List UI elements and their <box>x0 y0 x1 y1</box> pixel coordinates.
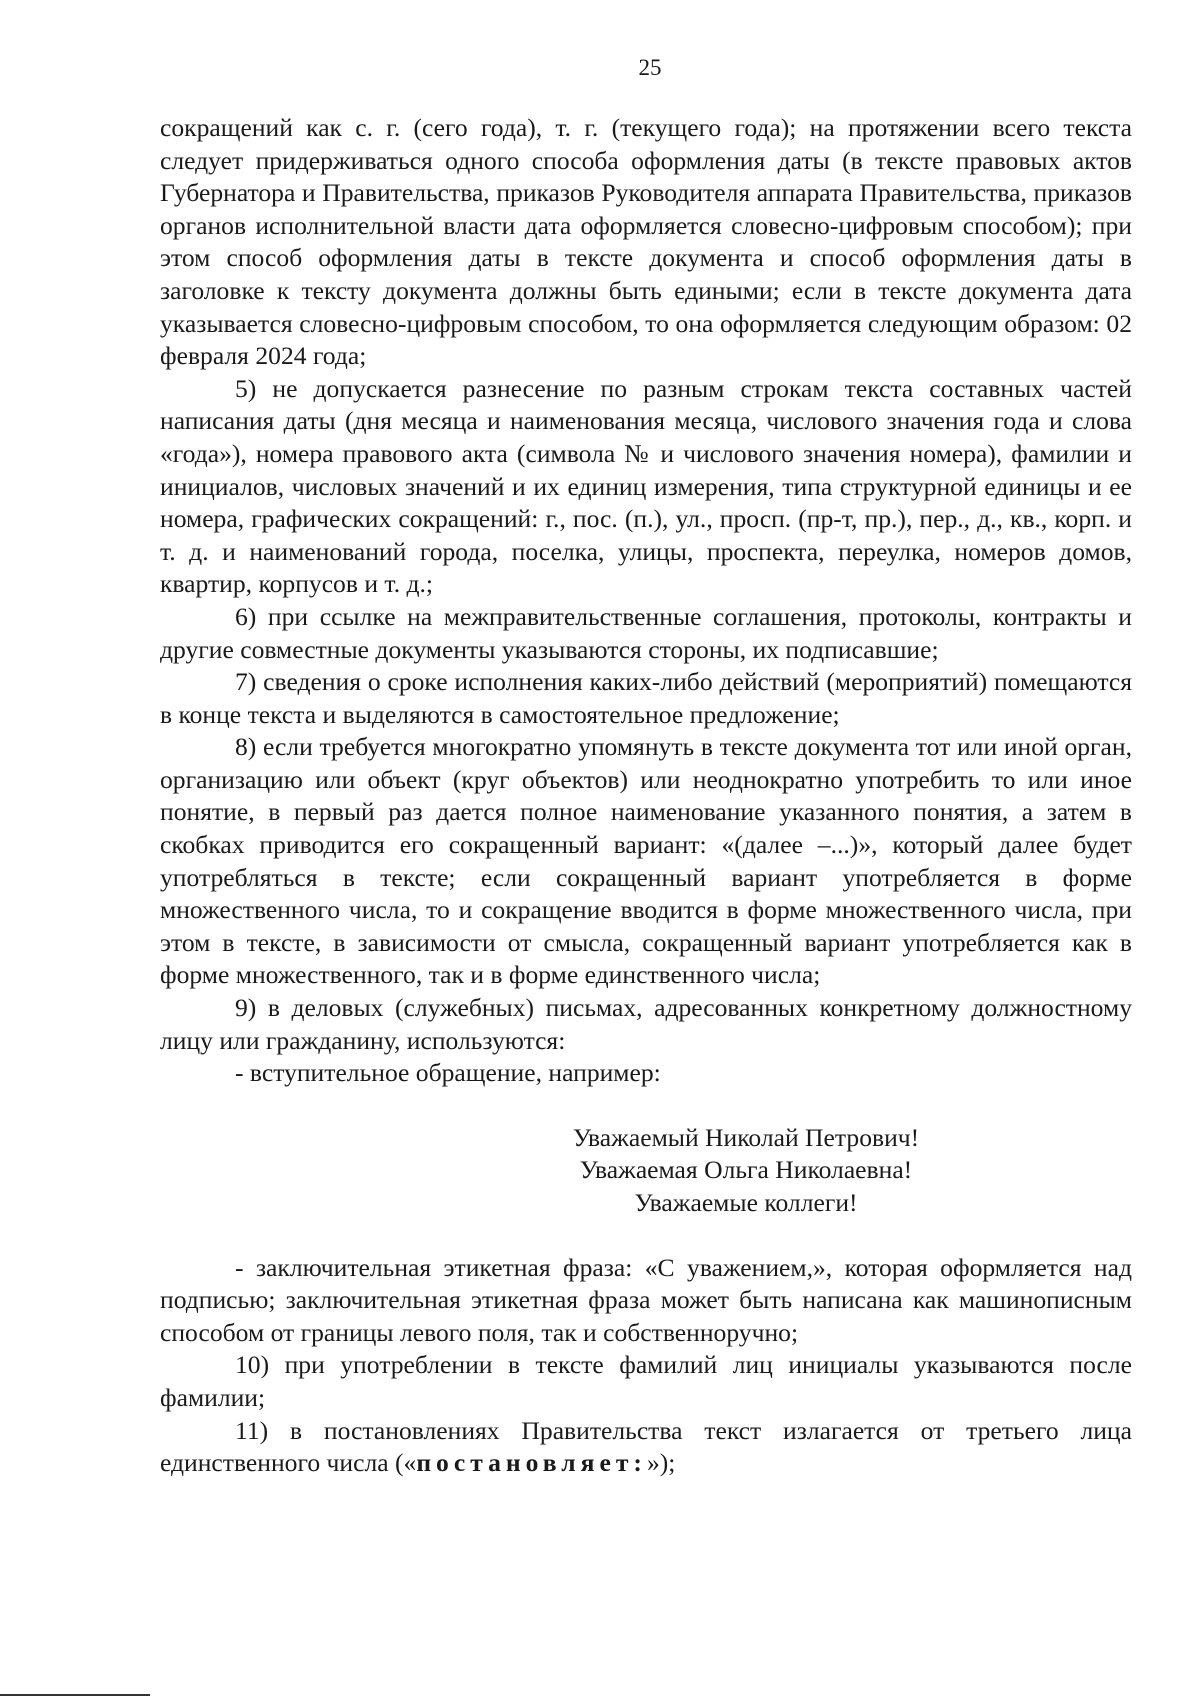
document-body <box>160 112 1132 1480</box>
greeting-examples <box>160 1122 1132 1220</box>
paragraph-item-11-start: 11) в постановлениях Правительства текст излагается от третьего лица единственного числа (« <box>160 1415 1132 1478</box>
paragraph-item-6: 6) при ссылке на межправительственные соглашения, протоколы, контракты и другие совместные документы указываются стороны, их подписавшие; <box>160 601 1132 664</box>
greeting-line-1: Уважаемый Николай Петрович! <box>572 1122 920 1152</box>
paragraph-item-11 <box>160 1415 1132 1480</box>
greeting-line-3: Уважаемые коллеги! <box>634 1188 858 1217</box>
resolution-keyword: постановляет: <box>416 1448 647 1478</box>
paragraph-greeting-intro: - вступительное обращение, например: <box>235 1058 661 1088</box>
page-number: 25 <box>638 55 662 80</box>
paragraph-item-9: 9) в деловых (служебных) письмах, адресованных конкретному должностному лицу или гражданину, используются: <box>160 993 1132 1055</box>
paragraph-item-5: 5) не допускается разнесение по разным строкам текста составных частей написания даты (дня месяца и наименования месяца, числового значения года и слова «года»), номера правового акта (символа № и числового значения номера), фамилии и инициалов, числовых значений и их единиц измерения, типа структурной единицы и ее номера, графических сокращений: г., пос. (п.), ул., просп. (пр-т, пр.), пер., д., кв., корп. и т. д. и наименований города, поселка, улицы, проспекта, переулка, номеров домов, квартир, корпусов и т. д.; <box>160 373 1132 599</box>
paragraph-closing-phrase: - заключительная этикетная фраза: «С уважением,», которая оформляется над подписью; заключительная этикетная фраза может быть написана как машинописным способом от границы левого поля, так и собственноручно; <box>160 1252 1132 1347</box>
paragraph-item-10: 10) при употреблении в тексте фамилий лиц инициалы указываются после фамилии; <box>160 1350 1132 1412</box>
paragraph-date-format: сокращений как с. г. (сего года), т. г. (текущего года); на протяжении всего текста следует придерживаться одного способа оформления даты (в тексте правовых актов Губернатора и Правительства, приказов Руководителя аппарата Правительства, приказов органов исполнительной власти дата оформляется словесно-цифровым способом); при этом способ оформления даты в тексте документа и способ оформления даты в заголовке к тексту документа должны быть едиными; если в тексте документа дата указывается словесно-цифровым способом, то она оформляется следующим образом: 02 февраля 2024 года; <box>160 113 1132 371</box>
paragraph-item-11-end: »); <box>646 1448 676 1478</box>
paragraph-item-7: 7) сведения о сроке исполнения каких-либо действий (мероприятий) помещаются в конце текста и выделяются в самостоятельное предложение; <box>160 667 1132 729</box>
greeting-line-2: Уважаемая Ольга Николаевна! <box>579 1155 913 1185</box>
paragraph-item-8: 8) если требуется многократно упомянуть в тексте документа тот или иной орган, организацию или объект (круг объектов) или неоднократно употребить то или иное понятие, в первый раз дается полное наименование указанного понятия, а затем в скобках приводится его сокращенный вариант: «(далее –...)», который далее будет употребляться в тексте; если сокращенный вариант употребляется в форме множественного числа, то и сокращение вводится в форме множественного числа, при этом в тексте, в зависимости от смысла, сокращенный вариант употребляется как в форме множественного, так и в форме единственного числа; <box>160 732 1132 990</box>
scan-edge-mark <box>0 1694 150 1696</box>
